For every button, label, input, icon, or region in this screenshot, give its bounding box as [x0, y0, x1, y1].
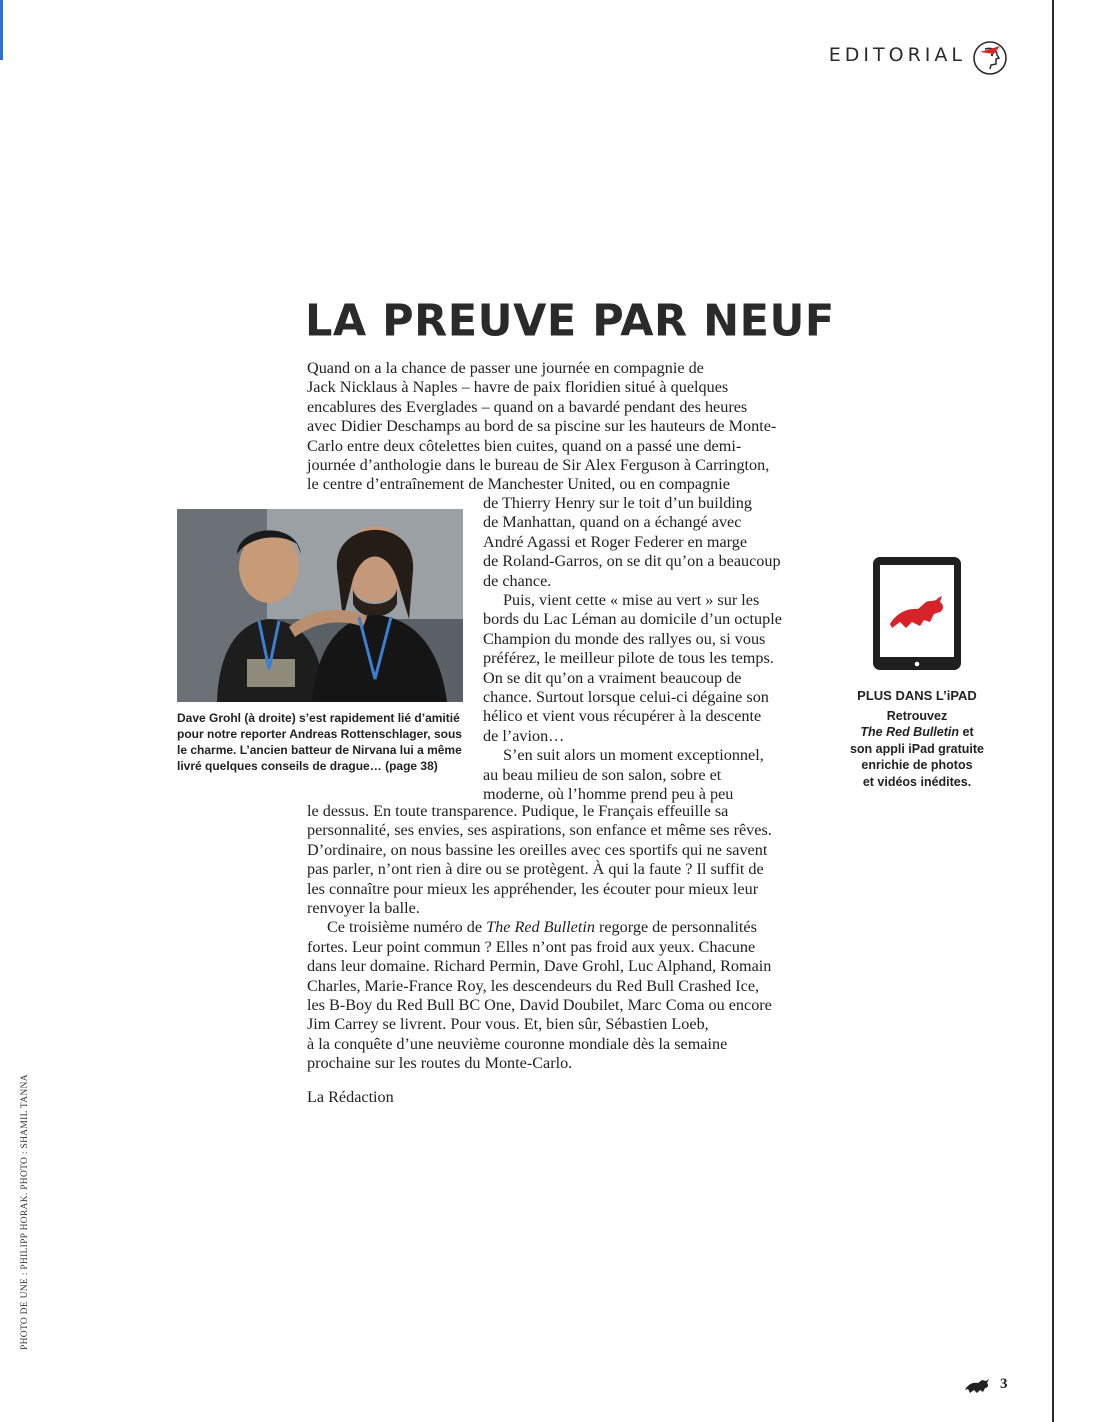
ipad-promo-text	[842, 708, 992, 790]
text-line: D’ordinaire, on nous bassine les oreilles avec ces sportifs qui ne savent	[307, 840, 768, 859]
photo-caption	[177, 710, 477, 774]
text-line: de Manhattan, quand on a échangé avec	[483, 513, 742, 532]
text-line: Carlo entre deux côtelettes bien cuites, quand on a passé une demi-	[307, 436, 742, 455]
ipad-line: enrichie de photos	[861, 758, 973, 773]
signature: La Rédaction	[307, 1088, 394, 1106]
text-line: de Roland-Garros, on se dit qu’on a beaucoup	[483, 552, 781, 571]
text-line: moderne, où l’homme prend peu à peu	[483, 785, 734, 804]
text-line: chance. Surtout lorsque celui-ci dégaine son	[483, 688, 769, 707]
text-line: renvoyer la balle.	[307, 899, 420, 918]
text-line: de chance.	[483, 571, 552, 590]
text-line: personnalité, ses envies, ses aspirations, son enfance et même ses rêves.	[307, 821, 772, 840]
text-line: fortes. Leur point commun ? Elles n’ont pas froid aux yeux. Chacune	[307, 937, 756, 956]
photo-two-men	[177, 509, 463, 702]
article-narrow-column	[483, 494, 803, 805]
text-line: encablures des Everglades – quand on a bavardé pendant des heures	[307, 397, 748, 416]
text-line: les connaître pour mieux les appréhender, les écouter pour mieux leur	[307, 879, 759, 898]
text-line: de l’avion…	[483, 726, 565, 745]
text-line: à la conquête d’une neuvième couronne mondiale dès la semaine	[307, 1034, 728, 1053]
text-line: hélico et vient vous récupérer à la descente	[483, 707, 762, 726]
text-line: Champion du monde des rallyes ou, si vous	[483, 629, 766, 648]
text-line: André Agassi et Roger Federer en marge	[483, 532, 748, 551]
text-line: le dessus. En toute transparence. Pudique, le Français effeuille sa	[307, 802, 729, 820]
page-number: 3	[1000, 1376, 1008, 1392]
article-paragraph-1	[307, 359, 797, 495]
text-line	[307, 918, 797, 937]
caption-line: livré quelques conseils de drague… (page 38)	[177, 759, 438, 773]
text-line: les B-Boy du Red Bull BC One, David Doubilet, Marc Coma ou encore	[307, 996, 772, 1015]
caption-line: le charme. L’ancien batteur de Nirvana lui a même	[177, 743, 462, 757]
text-line: de Thierry Henry sur le toit d’un building	[483, 494, 752, 512]
text-line: au beau milieu de son salon, sobre et	[483, 765, 722, 784]
text-line: Quand on a la chance de passer une journée en compagnie de	[307, 359, 704, 377]
headline: LA PREUVE PAR NEUF	[305, 295, 835, 347]
magazine-title: The Red Bulletin	[860, 725, 960, 740]
text-line: Charles, Marie-France Roy, les descendeurs du Red Bull Crashed Ice,	[307, 976, 760, 995]
text-line: avec Didier Deschamps au bord de sa piscine sur les hauteurs de Monte-	[307, 417, 777, 436]
caption-line: Dave Grohl (à droite) s’est rapidement lié d’amitié	[177, 711, 460, 725]
text-line: le centre d’entraînement de Manchester United, ou en compagnie	[307, 475, 730, 494]
page-border	[1052, 0, 1100, 1422]
ipad-line: et vidéos inédites.	[862, 774, 972, 789]
face-profile-icon	[972, 40, 1008, 76]
text-line: dans leur domaine. Richard Permin, Dave Grohl, Luc Alphand, Romain	[307, 957, 772, 976]
text-line: journée d’anthologie dans le bureau de Sir Alex Ferguson à Carrington,	[307, 456, 770, 475]
magazine-title: The Red Bulletin	[486, 918, 595, 937]
photo-credit: PHOTO DE UNE : PHILIPP HORAK. PHOTO : SHAMIL TANNA	[20, 1074, 30, 1350]
text-line: prochaine sur les routes du Monte-Carlo.	[307, 1054, 573, 1073]
text-line: Jim Carrey se livrent. Pour vous. Et, bien sûr, Sébastien Loeb,	[307, 1015, 709, 1034]
ipad-title: PLUS DANS L’iPAD	[857, 688, 977, 703]
photo-illustration	[177, 509, 463, 702]
article-paragraph-3-4	[307, 802, 797, 1074]
text-line: pas parler, n’ont rien à dire ou se protègent. À qui la faute ? Il suffit de	[307, 860, 764, 879]
page-edge-mark	[0, 0, 3, 60]
text-line: S’en suit alors un moment exceptionnel,	[503, 746, 764, 765]
ipad-line: Retrouvez	[886, 709, 948, 723]
text-line: Jack Nicklaus à Naples – havre de paix floridien situé à quelques	[307, 378, 729, 397]
ipad-line	[842, 724, 992, 740]
text-fragment: Ce troisième numéro de	[327, 918, 487, 937]
text-line: On se dit qu’on a vraiment beaucoup de	[483, 668, 742, 687]
text-line: Puis, vient cette « mise au vert » sur les	[503, 591, 760, 610]
text-line: préférez, le meilleur pilote de tous les temps.	[483, 649, 774, 668]
ipad-line: son appli iPad gratuite	[849, 741, 985, 756]
bull-icon	[964, 1378, 990, 1394]
caption-line: pour notre reporter Andreas Rottenschlager, sous	[177, 727, 462, 741]
text-fragment: regorge de personnalités	[594, 918, 757, 937]
section-label: EDITORIAL	[828, 44, 966, 66]
text-fragment: et	[959, 725, 974, 740]
tablet-red-bull-icon	[872, 556, 962, 671]
text-line: bords du Lac Léman au domicile d’un octuple	[483, 610, 782, 629]
